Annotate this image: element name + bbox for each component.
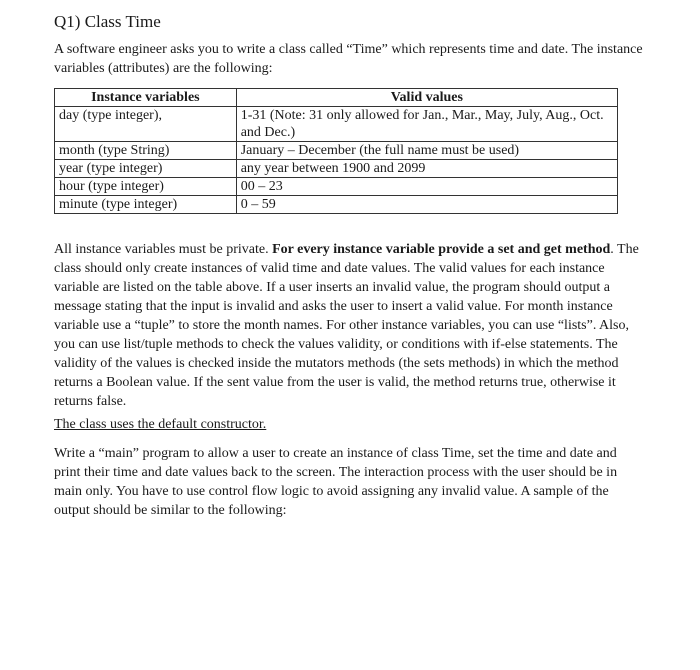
cell-variable: month (type String) (55, 142, 237, 160)
question-title: Q1) Class Time (54, 12, 161, 31)
table-header-row (55, 89, 618, 107)
requirements-rest: . The class should only create instances of valid time and date values. The valid values for each instance variable are listed on the table above. If a user inserts an invalid value, the program should output a message stating that the input is invalid and asks the user to insert a valid value. For month instance variable use a “tuple” to store the month names. For other instance variables, you can use “lists”. Also, you can use list/tuple methods to check the values validity, or conditions with if-else statements. The validity of the values is checked inside the mutators methods (the sets methods) in which the method returns a Boolean value. If the sent value from the user is valid, the method returns true, otherwise it returns false. (54, 242, 639, 409)
header-instance-variables: Instance variables (55, 89, 237, 107)
constructor-note: The class uses the default constructor. (54, 417, 267, 432)
cell-variable: minute (type integer) (55, 196, 237, 214)
table-row (55, 142, 618, 160)
requirements-emphasis: For every instance variable provide a set and get method (272, 242, 611, 257)
intro-paragraph: A software engineer asks you to write a class called “Time” which represents time and date. The instance variables (attributes) are the following: (54, 42, 643, 76)
requirements-paragraph (54, 240, 646, 411)
cell-valid-value: 00 – 23 (236, 178, 617, 196)
header-valid-values: Valid values (236, 89, 617, 107)
cell-valid-value: January – December (the full name must be used) (236, 142, 617, 160)
cell-variable: year (type integer) (55, 160, 237, 178)
instance-variables-table (54, 88, 618, 214)
main-program-paragraph: Write a “main” program to allow a user to create an instance of class Time, set the time and date and print their time and date values back to the screen. The interaction process with the user should be in main only. You have to use control flow logic to avoid assigning any invalid value. A sample of the output should be similar to the following: (54, 446, 618, 518)
cell-valid-value: 0 – 59 (236, 196, 617, 214)
cell-variable: day (type integer), (55, 107, 237, 142)
cell-variable: hour (type integer) (55, 178, 237, 196)
table-row (55, 107, 618, 142)
table-row (55, 196, 618, 214)
cell-valid-value: any year between 1900 and 2099 (236, 160, 617, 178)
table-row (55, 160, 618, 178)
table-row (55, 178, 618, 196)
cell-valid-value: 1-31 (Note: 31 only allowed for Jan., Mar., May, July, Aug., Oct. and Dec.) (236, 107, 617, 142)
requirements-lead: All instance variables must be private. (54, 242, 273, 257)
